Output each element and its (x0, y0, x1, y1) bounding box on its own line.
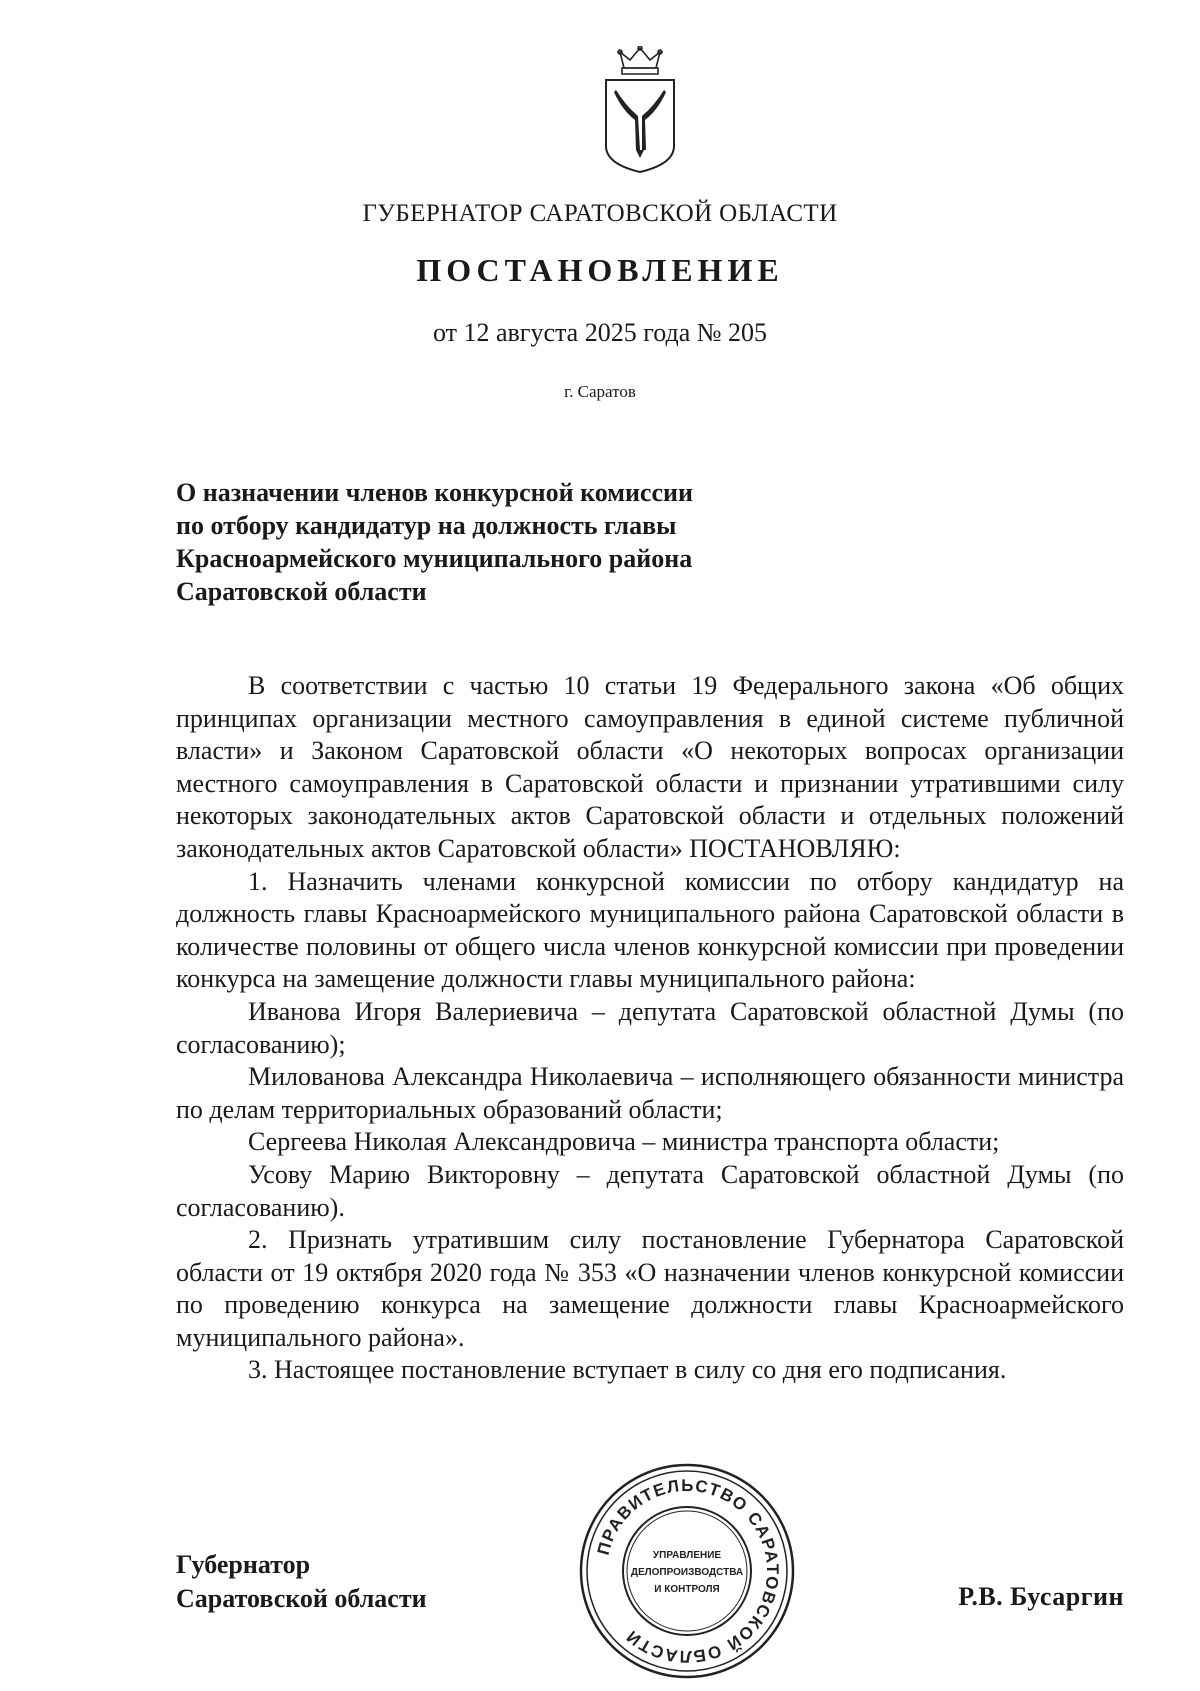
signatory-position (176, 1548, 427, 1616)
seal-inner-line: УПРАВЛЕНИЕ (652, 1550, 722, 1561)
document-body (176, 670, 1124, 1387)
seal-inner-line: ДЕЛОПРОИЗВОДСТВА (630, 1567, 744, 1578)
signatory-position-line: Губернатор (176, 1550, 311, 1579)
issuer-heading: ГУБЕРНАТОР САРАТОВСКОЙ ОБЛАСТИ (362, 200, 838, 227)
title-line: Красноармейского муниципального района (176, 544, 693, 573)
seal-inner-line: И КОНТРОЛЯ (654, 1584, 720, 1595)
seal-outer-text: ПРАВИТЕЛЬСТВО САРАТОВСКОЙ ОБЛАСТИ (593, 1475, 783, 1667)
member-entry: Сергеева Николая Александровича – министра транспорта области; (248, 1127, 1000, 1157)
member-entry: Милованова Александра Николаевича – исполняющего обязанности министра по делам территориальных образований области; (176, 1062, 1124, 1124)
title-line: Саратовской области (176, 577, 427, 606)
signatory-name: Р.В. Бусаргин (958, 1582, 1124, 1611)
official-seal-stamp (578, 1462, 796, 1680)
signatory-position-line: Саратовской области (176, 1584, 427, 1613)
document-city: г. Саратов (564, 382, 636, 401)
clause-2-paragraph: 2. Признать утратившим силу постановление Губернатора Саратовской области от 19 октября 2020 года № 353 «О назначении членов конкурсной комиссии по проведению конкурса на замещение должности главы Красноармейского муниципального района». (176, 1225, 1124, 1352)
document-type-heading: ПОСТАНОВЛЕНИЕ (416, 252, 784, 288)
clause-1-paragraph: 1. Назначить членами конкурсной комиссии по отбору кандидатур на должность главы Красноармейского муниципального района Саратовской области в количестве половины от общего числа членов конкурсной комиссии при проведении конкурса на замещение должности главы муниципального района: (176, 866, 1124, 994)
document-date-number: от 12 августа 2025 года № 205 (432, 318, 768, 347)
saratov-coat-of-arms-icon (602, 46, 678, 176)
member-entry: Усову Марию Викторовну – депутата Саратовской областной Думы (по согласованию). (176, 1159, 1124, 1222)
title-line: О назначении членов конкурсной комиссии (176, 478, 693, 507)
preamble-paragraph: В соответствии с частью 10 статьи 19 Федерального закона «Об общих принципах организации местного самоуправления в единой системе публичной власти» и Законом Саратовской области «О некоторых вопросах организации местного самоуправления в Саратовской области и признании утратившими силу некоторых законодательных актов Саратовской области и отдельных положений законодательных актов Саратовской области» ПОСТАНОВЛЯЮ: (176, 671, 1124, 863)
title-line: по отбору кандидатур на должность главы (176, 511, 677, 540)
clause-3-paragraph: 3. Настоящее постановление вступает в силу со дня его подписания. (248, 1355, 1007, 1385)
document-title (176, 476, 776, 608)
member-entry: Иванова Игоря Валериевича – депутата Саратовской областной Думы (по согласованию); (176, 996, 1124, 1059)
